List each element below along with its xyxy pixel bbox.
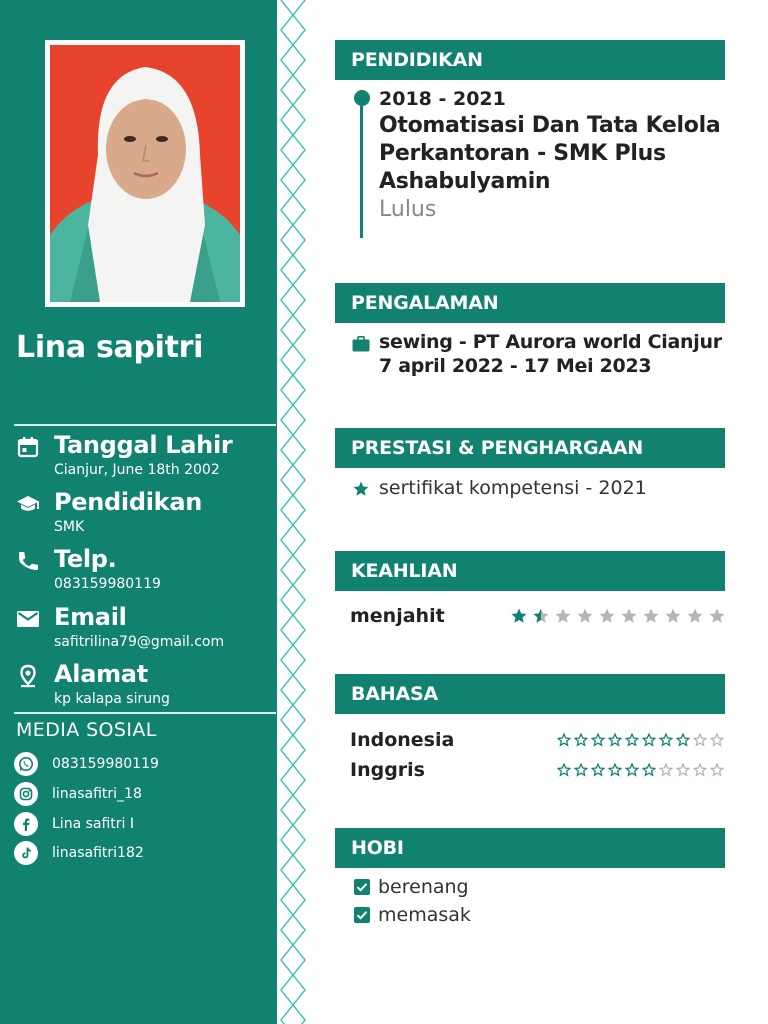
facebook-icon: [14, 812, 38, 836]
skill-row: [350, 605, 726, 629]
phone-icon: [16, 549, 40, 573]
location-pin-icon: [16, 664, 40, 688]
language-rating: [557, 763, 724, 777]
star-filled-icon: [510, 607, 528, 625]
star-outline-active-icon: [642, 733, 656, 747]
profile-photo-frame: [45, 40, 245, 307]
star-empty-icon: [642, 607, 660, 625]
social-text: linasafitri_18: [52, 786, 142, 802]
star-icon: [352, 480, 370, 498]
star-outline-empty-icon: [710, 763, 724, 777]
experience-dates: 7 april 2022 - 17 Mei 2023: [379, 355, 652, 377]
star-outline-active-icon: [574, 733, 588, 747]
star-outline-active-icon: [659, 733, 673, 747]
info-label: Telp.: [54, 545, 117, 573]
sidebar: [0, 0, 277, 1024]
language-row: [350, 759, 726, 783]
skill-rating: [510, 607, 726, 625]
hobby-text: memasak: [378, 904, 471, 926]
calendar-icon: [16, 435, 40, 459]
language-name: Indonesia: [350, 729, 455, 751]
info-value: SMK: [54, 519, 85, 535]
star-half-icon: [532, 607, 550, 625]
section-hobbies-header: HOBI: [335, 828, 725, 868]
info-value: kp kalapa sirung: [54, 691, 170, 707]
social-text: Lina safitri I: [52, 816, 134, 832]
section-awards-header: PRESTASI & PENGHARGAAN: [335, 428, 725, 468]
hobby-text: berenang: [378, 876, 469, 898]
social-title: MEDIA SOSIAL: [16, 719, 157, 741]
skill-name: menjahit: [350, 605, 445, 627]
sidebar-divider: [14, 424, 276, 426]
timeline-line: [360, 100, 363, 238]
info-value: 083159980119: [54, 576, 161, 592]
info-label: Email: [54, 603, 127, 631]
language-rating: [557, 733, 724, 747]
experience-title: sewing - PT Aurora world Cianjur: [379, 331, 722, 353]
star-outline-empty-icon: [693, 763, 707, 777]
profile-name: Lina sapitri: [16, 330, 204, 365]
section-experience-header: PENGALAMAN: [335, 283, 725, 323]
whatsapp-icon: [14, 752, 38, 776]
education-status: Lulus: [379, 197, 437, 222]
star-empty-icon: [598, 607, 616, 625]
award-text: sertifikat kompetensi - 2021: [379, 477, 647, 499]
sidebar-divider: [14, 712, 276, 714]
tiktok-icon: [14, 841, 38, 865]
star-outline-active-icon: [608, 763, 622, 777]
star-outline-active-icon: [591, 763, 605, 777]
education-title: Otomatisasi Dan Tata Kelola Perkantoran - SMK Plus Ashabulyamin: [379, 113, 721, 194]
language-name: Inggris: [350, 759, 425, 781]
star-empty-icon: [708, 607, 726, 625]
language-row: [350, 729, 726, 753]
star-outline-active-icon: [574, 763, 588, 777]
info-label: Pendidikan: [54, 488, 203, 516]
star-outline-active-icon: [676, 733, 690, 747]
social-text: 083159980119: [52, 756, 159, 772]
star-outline-active-icon: [591, 733, 605, 747]
info-value: Cianjur, June 18th 2002: [54, 462, 220, 478]
star-outline-active-icon: [608, 733, 622, 747]
star-outline-empty-icon: [710, 733, 724, 747]
checkbox-icon: [354, 907, 370, 923]
section-languages-header: BAHASA: [335, 674, 725, 714]
graduation-cap-icon: [16, 492, 40, 516]
star-empty-icon: [664, 607, 682, 625]
section-skills-header: KEAHLIAN: [335, 551, 725, 591]
info-label: Alamat: [54, 660, 148, 688]
section-education-header: PENDIDIKAN: [335, 40, 725, 80]
star-empty-icon: [554, 607, 572, 625]
social-text: linasafitri182: [52, 845, 144, 861]
star-outline-empty-icon: [693, 733, 707, 747]
decorative-diamond-strip: [277, 0, 309, 1024]
star-empty-icon: [686, 607, 704, 625]
profile-photo: [50, 45, 240, 302]
education-entry: [379, 88, 724, 224]
star-outline-active-icon: [557, 733, 571, 747]
star-empty-icon: [620, 607, 638, 625]
star-outline-empty-icon: [676, 763, 690, 777]
info-label: Tanggal Lahir: [54, 431, 233, 459]
star-outline-active-icon: [625, 733, 639, 747]
instagram-icon: [14, 782, 38, 806]
info-value: safitrilina79@gmail.com: [54, 634, 225, 650]
checkbox-icon: [354, 879, 370, 895]
star-outline-active-icon: [557, 763, 571, 777]
education-years: 2018 - 2021: [379, 88, 506, 110]
star-outline-empty-icon: [659, 763, 673, 777]
briefcase-icon: [352, 336, 370, 352]
email-icon: [16, 607, 40, 631]
star-outline-active-icon: [625, 763, 639, 777]
star-empty-icon: [576, 607, 594, 625]
star-outline-active-icon: [642, 763, 656, 777]
